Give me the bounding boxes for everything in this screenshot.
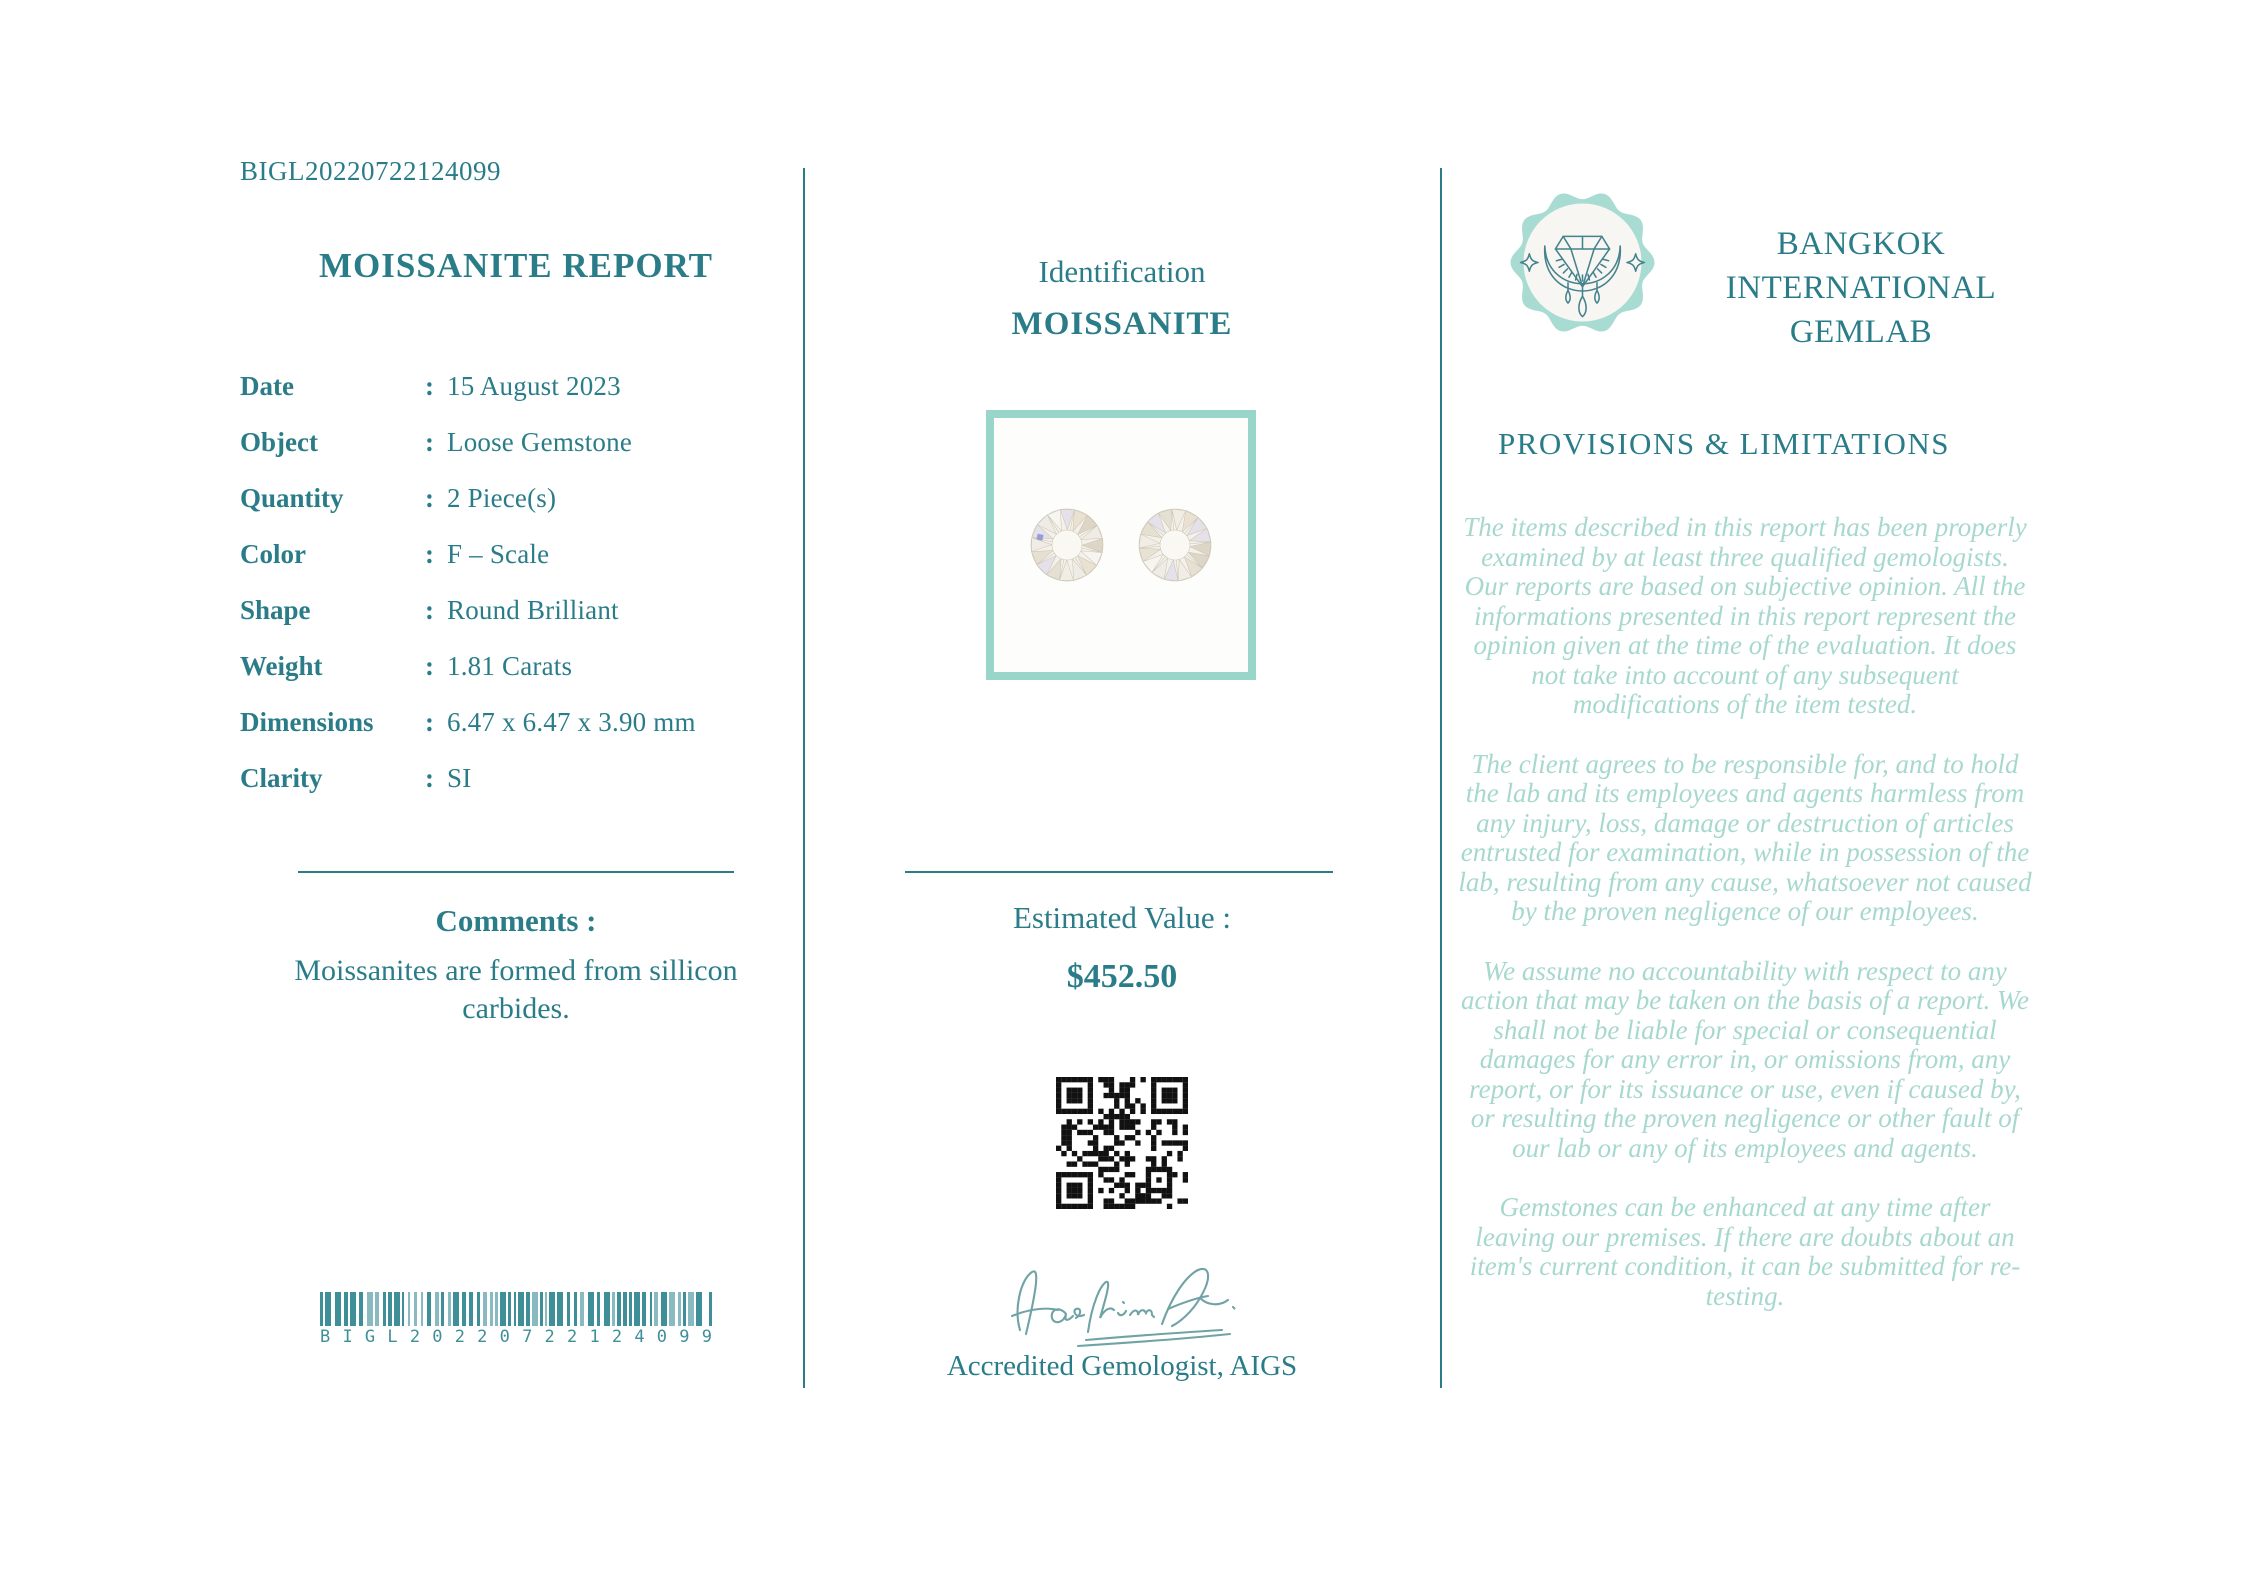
estimated-value: $452.50 — [1066, 958, 1178, 995]
column-divider-left — [803, 168, 805, 1388]
barcode-digit: 0 — [656, 1327, 668, 1347]
detail-value: 15 August 2023 — [447, 370, 621, 401]
barcode-digit: 0 — [432, 1327, 443, 1347]
lab-name-line-3: GEMLAB — [1789, 314, 1933, 350]
detail-colon: : — [425, 482, 434, 513]
barcode-digit: L — [387, 1327, 398, 1347]
detail-label: Object — [240, 426, 318, 457]
detail-colon: : — [425, 762, 434, 793]
barcode-digit: 2 — [611, 1327, 623, 1347]
barcode-digit: G — [364, 1327, 376, 1347]
lab-name-line-1: BANGKOK — [1776, 226, 1946, 262]
detail-label: Weight — [240, 650, 323, 681]
detail-value: Round Brilliant — [447, 594, 619, 625]
barcode-digit: 2 — [409, 1327, 421, 1347]
detail-value: Loose Gemstone — [447, 426, 633, 457]
barcode-digit: 9 — [679, 1327, 690, 1347]
barcode-digit: 0 — [499, 1327, 510, 1347]
barcode-digit: 2 — [477, 1327, 488, 1347]
report-title: MOISSANITE REPORT — [318, 246, 714, 285]
detail-value: 6.47 x 6.47 x 3.90 mm — [447, 706, 696, 737]
barcode-digit: B — [320, 1327, 331, 1347]
detail-value: F – Scale — [447, 538, 550, 569]
detail-colon: : — [425, 426, 434, 457]
barcode-digit: 4 — [634, 1327, 645, 1347]
detail-colon: : — [425, 706, 434, 737]
detail-colon: : — [425, 538, 434, 569]
column-divider-right — [1440, 168, 1442, 1388]
identification-value: MOISSANITE — [1011, 306, 1233, 342]
comments-heading: Comments : — [435, 903, 597, 938]
detail-row-shape — [240, 582, 820, 638]
gemstone-photo — [986, 410, 1256, 680]
detail-row-quantity — [240, 470, 820, 526]
detail-label: Clarity — [240, 762, 323, 793]
detail-label: Dimensions — [240, 706, 374, 737]
barcode-digit: 2 — [454, 1327, 465, 1347]
provisions-paragraph-1: The items described in this report has been properly examined by at least three qualified gemologists. Our reports are based on subjective opinion. All the informations presented in this report represent the opinion given at the time of the evaluation. It does not take into account of any subsequent modifications of the item tested. — [1463, 512, 2027, 719]
detail-colon: : — [425, 650, 434, 681]
lab-name-line-2: INTERNATIONAL — [1725, 270, 1997, 306]
provisions-paragraphs — [1458, 513, 2032, 1341]
barcode — [320, 1292, 712, 1347]
detail-row-weight — [240, 638, 820, 694]
detail-row-color — [240, 526, 820, 582]
detail-label: Quantity — [240, 482, 344, 513]
identification-heading: Identification — [1038, 254, 1206, 289]
barcode-digit: 9 — [701, 1327, 712, 1347]
provisions-heading: PROVISIONS & LIMITATIONS — [1497, 426, 1951, 461]
provisions-paragraph-4: Gemstones can be enhanced at any time after leaving our premises. If there are doubts about an item's current condition, it can be submitted for re-testing. — [1469, 1192, 2021, 1311]
qr-code — [1056, 1077, 1188, 1209]
comments-divider-line — [298, 871, 734, 873]
gemstone-image-right — [1136, 506, 1214, 584]
comments-text: Moissanites are formed from sillicon carbides. — [294, 954, 738, 1025]
gemologist-title: Accredited Gemologist, AIGS — [946, 1350, 1298, 1382]
estimated-value-label: Estimated Value : — [1012, 900, 1232, 935]
detail-label: Color — [240, 538, 306, 569]
detail-row-object — [240, 414, 820, 470]
detail-row-date — [240, 358, 820, 414]
detail-label: Date — [240, 370, 294, 401]
barcode-digit: 1 — [589, 1327, 600, 1347]
barcode-digit: 2 — [544, 1327, 555, 1347]
detail-label: Shape — [240, 594, 311, 625]
report-number: BIGL20220722124099 — [240, 156, 501, 186]
detail-value: SI — [447, 762, 472, 793]
lab-name — [1690, 222, 2032, 354]
detail-colon: : — [425, 370, 434, 401]
barcode-digit: 7 — [522, 1327, 533, 1347]
barcode-digits — [320, 1327, 712, 1347]
barcode-digit: 2 — [566, 1327, 578, 1347]
gemstone-image-left — [1028, 506, 1106, 584]
gemlab-logo — [1510, 190, 1655, 335]
estimated-value-divider-line — [905, 871, 1333, 873]
provisions-paragraph-3: We assume no accountability with respect to any action that may be taken on the basis of a report. We shall not be liable for special or consequential damages for any error in, or omissions from, any report, or for its issuance or use, even if caused by, or resulting the proven negligence or other fault of our lab or any of its employees and agents. — [1461, 955, 2029, 1163]
details-table — [240, 358, 820, 806]
detail-row-dimensions — [240, 694, 820, 750]
barcode-bars — [320, 1292, 712, 1326]
barcode-digit: I — [342, 1327, 353, 1347]
provisions-paragraph-2: The client agrees to be responsible for, and to hold the lab and its employees and agents harmless from any injury, loss, damage or destruction of articles entrusted for examination, while in possession of the lab, resulting from any cause, whatsoever not caused by the proven negligence of our employees. — [1458, 748, 2032, 926]
detail-colon: : — [425, 594, 434, 625]
detail-value: 2 Piece(s) — [447, 482, 557, 513]
detail-row-clarity — [240, 750, 820, 806]
gemologist-signature — [990, 1252, 1254, 1352]
detail-value: 1.81 Carats — [447, 650, 573, 681]
